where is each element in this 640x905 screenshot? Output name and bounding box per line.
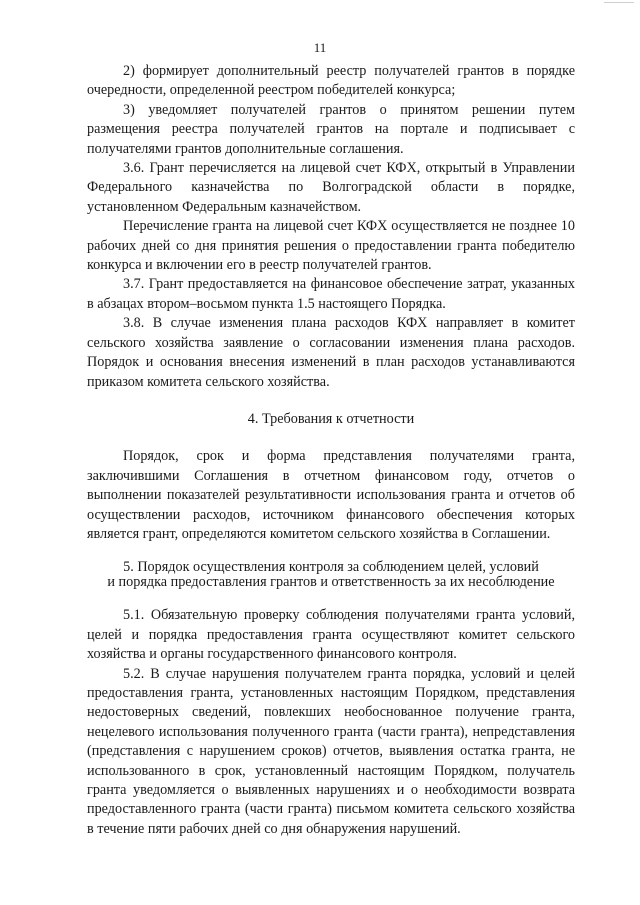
document-body [87,62,575,839]
section-5-heading-line-2: и порядка предоставления грантов и ответственность за их несоблюдение [107,574,555,591]
scan-mark [604,2,634,7]
section-4-paragraph: Порядок, срок и форма представления получателями гранта, заключившими Соглашения в отчетном финансовом году, отчетов о выполнении показателей результативности использования гранта и отчетов об осуществлении расходов, источником финансового обеспечения которых является грант, определяются комитетом сельского хозяйства в Соглашении. [87,448,575,542]
paragraph-item-3: 3) уведомляет получателей грантов о принятом решении путем размещения реестра получателей грантов на портале и подписывает с получателями грантов дополнительные соглашения. [87,101,575,157]
paragraph-item-2: 2) формирует дополнительный реестр получателей грантов в порядке очередности, определенной реестром победителей конкурса; [87,63,575,99]
paragraph-3-7: 3.7. Грант предоставляется на финансовое обеспечение затрат, указанных в абзацах втором–восьмом пункта 1.5 настоящего Порядка. [87,276,575,312]
paragraph-transfer: Перечисление гранта на лицевой счет КФХ осуществляется не позднее 10 рабочих дней со дня принятия решения о предоставлении гранта победителю конкурса и включении его в реестр получателей грантов. [87,218,575,274]
paragraph-5-2: 5.2. В случае нарушения получателем гранта порядка, условий и целей предоставления гранта, установленных настоящим Порядком, представления недостоверных сведений, повлекших необоснованное получение гранта, нецелевого использования полученного гранта (части гранта), непредставления (представления с нарушением сроков) отчетов, выявления остатка гранта, не использованного в срок, установленный настоящим Порядком, получатель гранта уведомляется о выявленных нарушениях и о необходимости возврата предоставленного гранта (части гранта) письмом комитета сельского хозяйства в течение пяти рабочих дней со дня обнаружения нарушений. [87,665,575,837]
paragraph-5-1: 5.1. Обязательную проверку соблюдения получателями гранта условий, целей и порядка предоставления гранта осуществляют комитет сельского хозяйства и органы государственного финансового контроля. [87,607,575,663]
paragraph-3-8: 3.8. В случае изменения плана расходов КФХ направляет в комитет сельского хозяйства заявление о согласовании изменения плана расходов. Порядок и основания внесения изменений в план расходов устанавливаются приказом комитета сельского хозяйства. [87,315,575,390]
paragraph-3-6: 3.6. Грант перечисляется на лицевой счет КФХ, открытый в Управлении Федерального казначейства по Волгоградской области в порядке, установленном Федеральным казначейством. [87,160,575,215]
section-5-heading [87,560,575,590]
section-4-heading: 4. Требования к отчетности [247,410,415,427]
page-number: 11 [313,40,327,55]
section-5-heading-line-1: 5. Порядок осуществления контроля за соблюдением целей, условий [123,559,539,576]
